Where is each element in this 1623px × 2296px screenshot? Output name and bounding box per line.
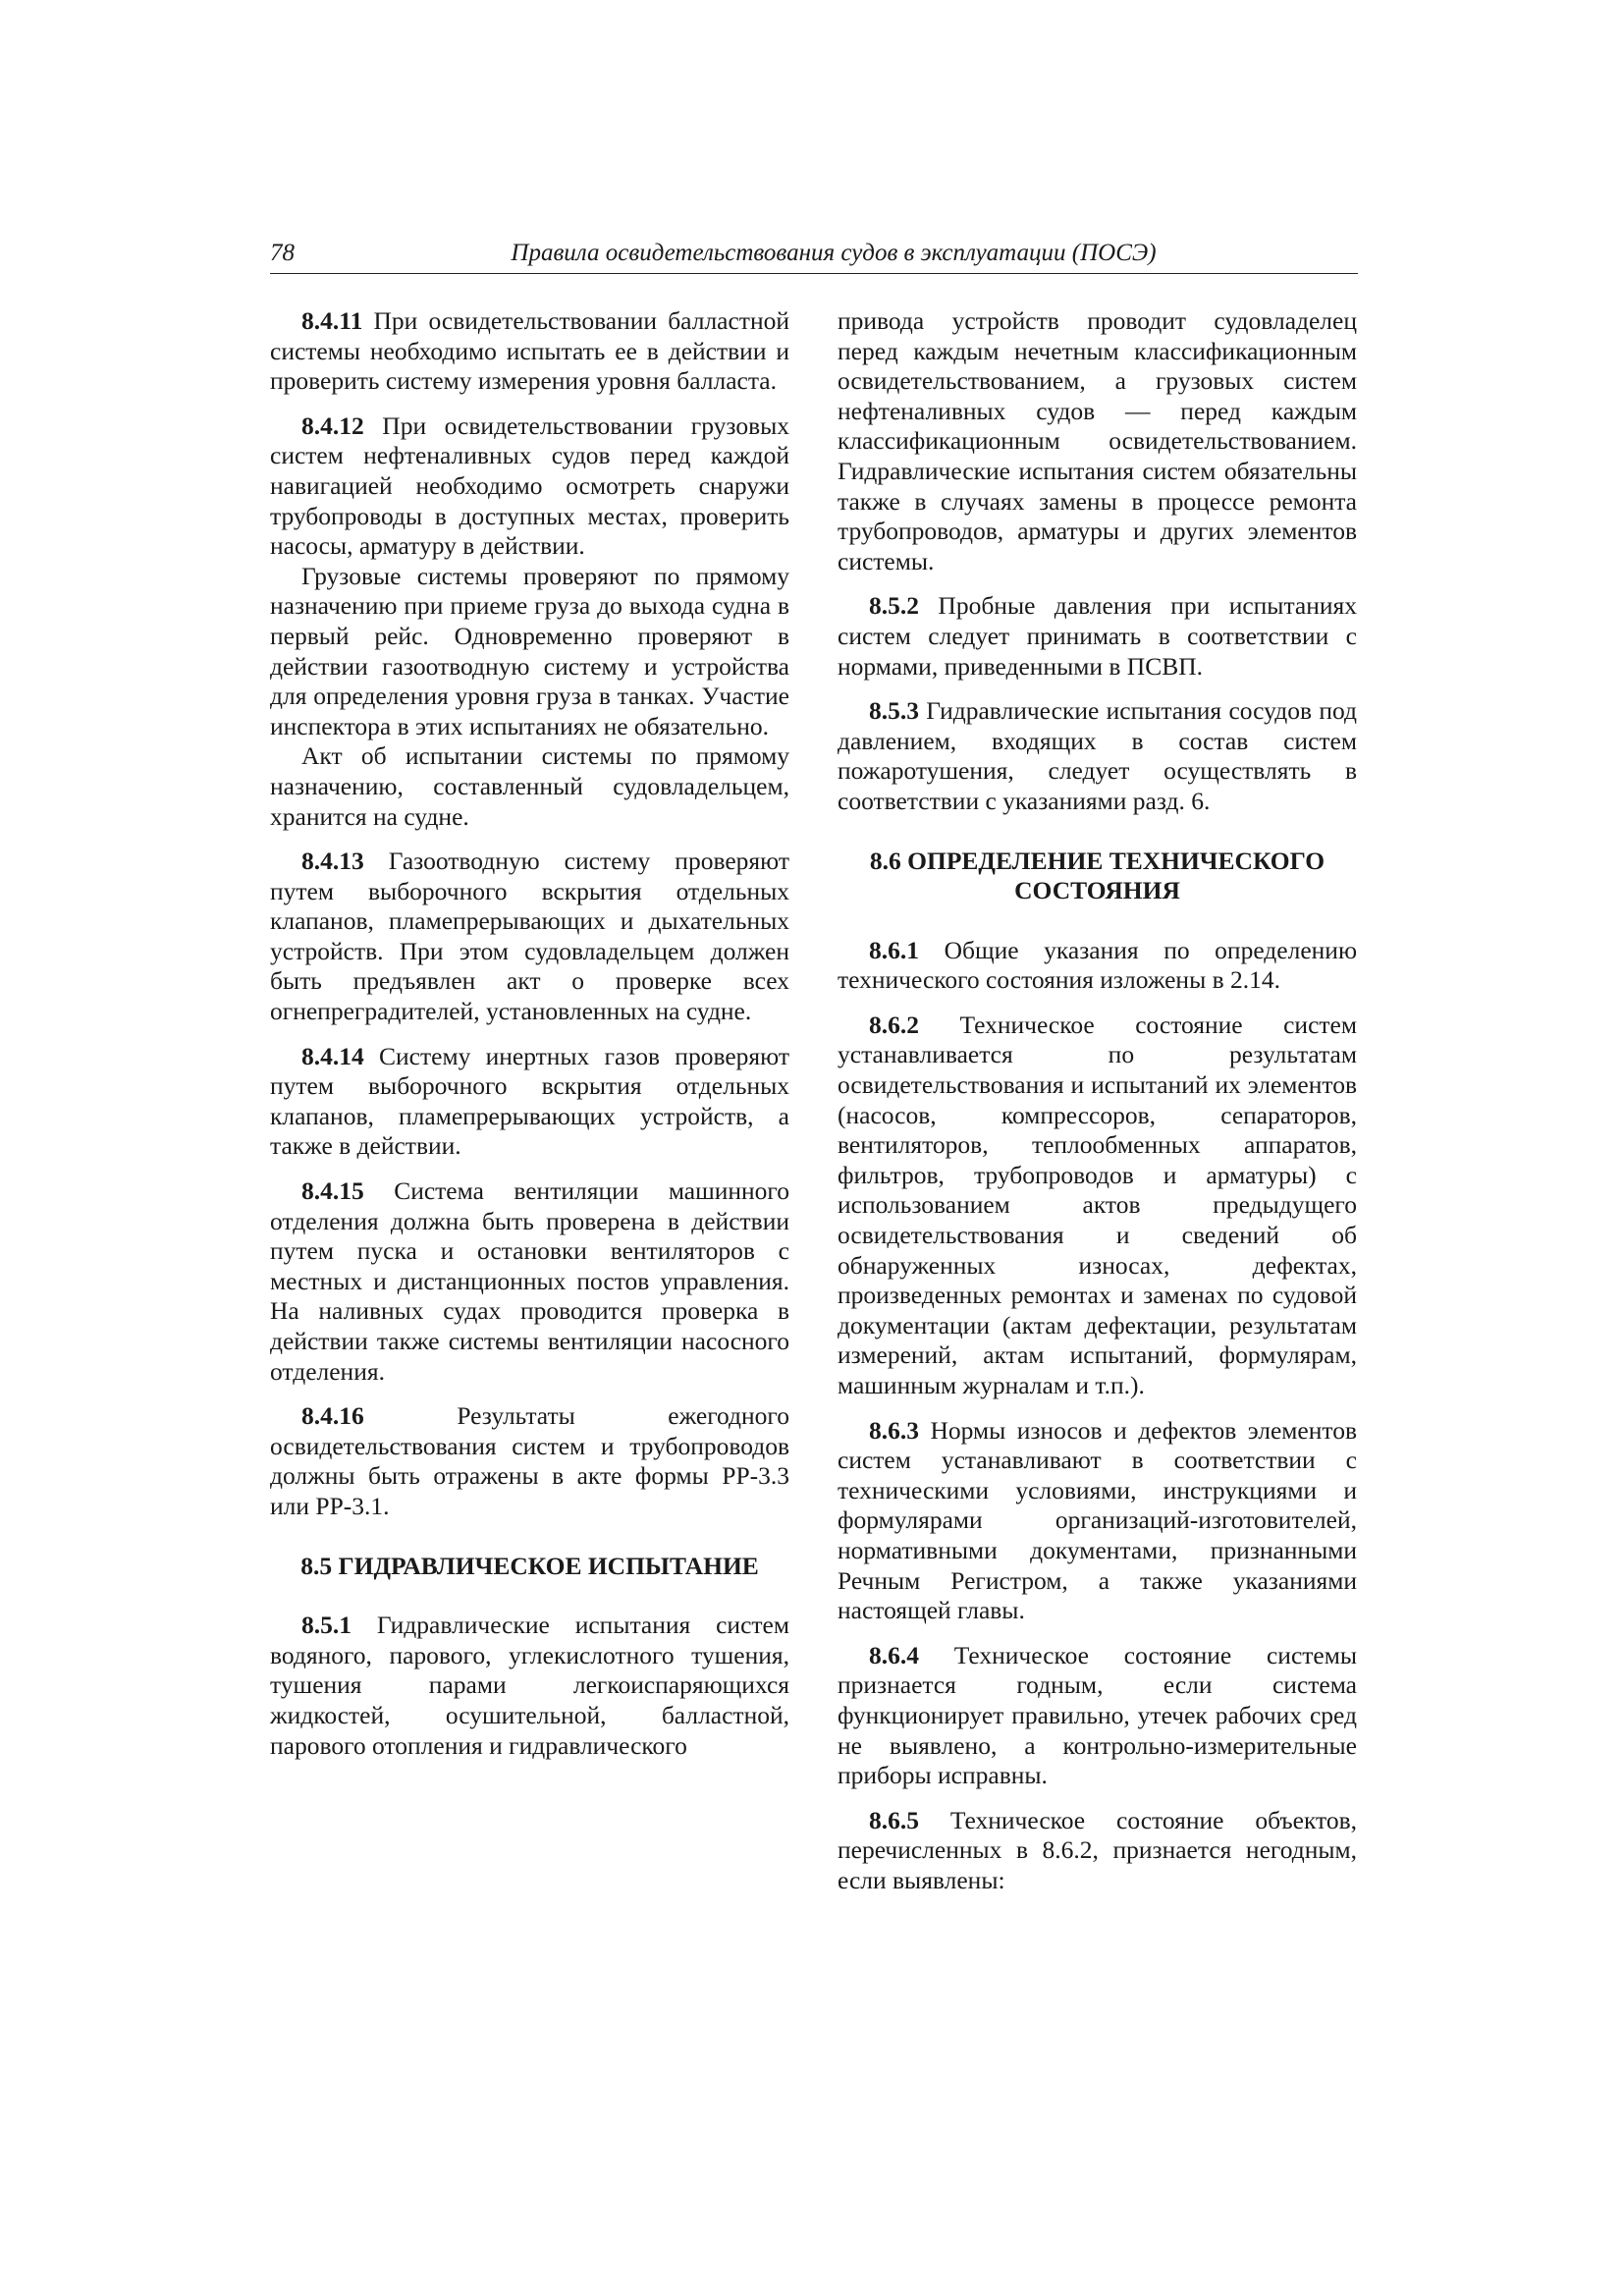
- section-number: 8.4.16: [301, 1401, 364, 1431]
- section-text: Техническое состояние системы признается годным, если система функционирует правильно, утечек рабочих сред не выявлено, а контрольно-измерительные приборы исправны.: [838, 1640, 1357, 1790]
- paragraph: Грузовые системы проверяют по прямому назначению при приеме груза до выхода судна в первый рейс. Одновременно проверяют в действии газоотводную систему и устройства для определения уровня груза в танках. Участие инспектора в этих испытаниях не обязательно.: [270, 561, 789, 740]
- section-number: 8.6.4: [869, 1640, 919, 1669]
- section-heading-8-6: 8.6 ОПРЕДЕЛЕНИЕ ТЕХНИЧЕСКОГО СОСТОЯНИЯ: [869, 846, 1325, 905]
- section-text: Система вентиляции машинного отделения должна быть проверена в действии путем пуска и остановки вентиляторов с местных и дистанционных постов управления. На наливных судах проводится проверка в действии также системы вентиляции насосного отделения.: [270, 1176, 789, 1386]
- right-column: [838, 306, 1357, 1896]
- section-8-6-1: [838, 936, 1357, 996]
- section-number: 8.4.14: [301, 1041, 364, 1070]
- page-number: 78: [270, 240, 295, 266]
- section-8-4-12: [270, 411, 789, 562]
- section-8-4-11: [270, 306, 789, 397]
- section-number: 8.5.2: [869, 591, 919, 621]
- section-heading-8-5: 8.5 ГИДРАВЛИЧЕСКОЕ ИСПЫТАНИЕ: [300, 1551, 759, 1580]
- section-8-5-2: [838, 591, 1357, 682]
- section-text: Результаты ежегодного освидетельствования систем и трубопроводов должны быть отражены в акте формы РР-3.3 или РР-3.1.: [270, 1401, 789, 1520]
- running-header: [270, 240, 1358, 274]
- section-8-4-13: [270, 847, 789, 1027]
- paragraph: Акт об испытании системы по прямому назначению, составленный судовладельцем, хранится на судне.: [270, 741, 789, 831]
- section-number: 8.5.3: [869, 696, 919, 726]
- section-text: Гидравлические испытания систем водяного, парового, углекислотного тушения, тушения парами легкоиспаряющихся жидкостей, осушительной, балластной, парового отопления и гидравлического: [270, 1611, 789, 1760]
- section-number: 8.4.15: [301, 1176, 364, 1206]
- section-number: 8.6.1: [869, 935, 919, 964]
- section-8-4-16: [270, 1401, 789, 1521]
- section-8-6-4: [838, 1641, 1357, 1791]
- section-number: 8.6.2: [869, 1010, 919, 1039]
- left-column: [270, 306, 789, 1761]
- section-number: 8.5.1: [301, 1611, 352, 1640]
- section-8-6-5: [838, 1806, 1357, 1896]
- section-8-4-15: [270, 1176, 789, 1387]
- section-number: 8.4.12: [301, 410, 364, 440]
- section-text: Нормы износов и дефектов элементов систем устанавливают в соответствии с техническими условиями, инструкциями и формулярами организаций-изготовителей, нормативными документами, признанными Речным Регистром, а также указаниями настоящей главы.: [838, 1415, 1357, 1625]
- section-8-6-3: [838, 1416, 1357, 1626]
- section-text: Общие указания по определению технического состояния изложены в 2.14.: [838, 935, 1357, 995]
- section-text: При освидетельствовании балластной системы необходимо испытать ее в действии и проверить систему измерения уровня балласта.: [270, 306, 789, 396]
- section-number: 8.4.11: [301, 306, 363, 335]
- section-8-6-2: [838, 1011, 1357, 1401]
- section-text: Пробные давления при испытаниях систем следует принимать в соответствии с нормами, приведенными в ПСВП.: [838, 591, 1357, 681]
- section-8-4-14: [270, 1042, 789, 1162]
- section-8-5-1: [270, 1611, 789, 1761]
- running-title: Правила освидетельствования судов в эксплуатации (ПОСЭ): [511, 240, 1157, 266]
- section-text: Техническое состояние систем устанавливается по результатам освидетельствования и испытаний их элементов (насосов, компрессоров, сепараторов, вентиляторов, теплообменных аппаратов, фильтров, трубопроводов и арматуры) с использованием актов предыдущего освидетельствования и сведений об обнаруженных износах, дефектах, произведенных ремонтах и заменах по судовой документации (актам дефектации, результатам измерений, актам испытаний, формулярам, машинным журналам и т.п.).: [838, 1010, 1357, 1399]
- section-number: 8.6.3: [869, 1415, 919, 1445]
- section-text: Гидравлические испытания сосудов под давлением, входящих в состав систем пожаротушения, следует осуществлять в соответствии с указаниями разд. 6.: [838, 696, 1357, 815]
- section-8-5-3: [838, 696, 1357, 816]
- paragraph-continuation: привода устройств проводит судовладелец перед каждым нечетным классификационным освидетельствованием, а грузовых систем нефтеналивных судов — перед каждым классификационным освидетельствованием. Гидравлические испытания систем обязательны также в случаях замены в процессе ремонта трубопроводов, арматуры и других элементов системы.: [838, 306, 1357, 575]
- section-text: Газоотводную систему проверяют путем выборочного вскрытия отдельных клапанов, пламепрерывающих и дыхательных устройств. При этом судовладельцем должен быть предъявлен акт о проверке всех огнепреградителей, установленных на судне.: [270, 847, 789, 1026]
- section-text: Систему инертных газов проверяют путем выборочного вскрытия отдельных клапанов, пламепрерывающих устройств, а также в действии.: [270, 1041, 789, 1161]
- section-text: Техническое состояние объектов, перечисленных в 8.6.2, признается негодным, если выявлены:: [838, 1805, 1357, 1894]
- section-number: 8.4.13: [301, 847, 364, 876]
- section-text: При освидетельствовании грузовых систем нефтеналивных судов перед каждой навигацией необходимо осмотреть снаружи трубопроводы в доступных местах, проверить насосы, арматуру в действии.: [270, 410, 789, 561]
- section-number: 8.6.5: [869, 1805, 919, 1834]
